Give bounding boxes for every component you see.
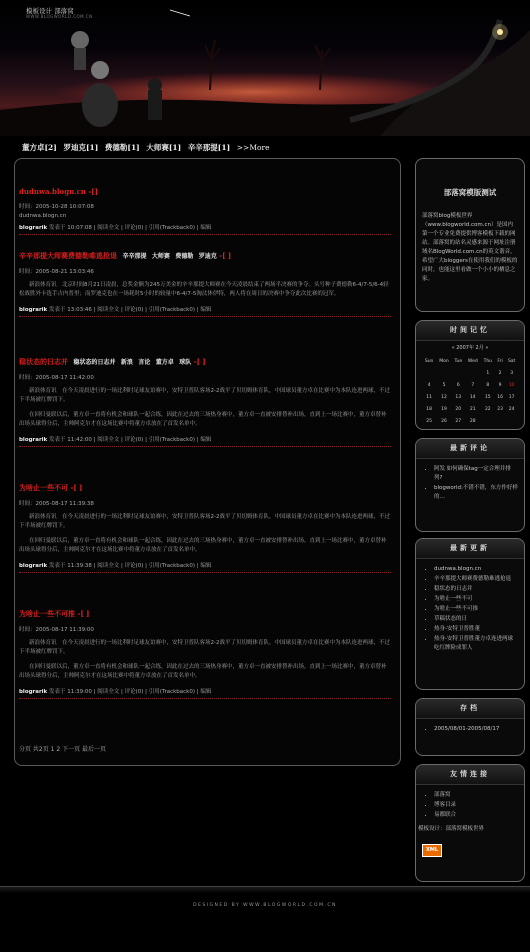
post-footer (19, 561, 391, 573)
calendar-day (452, 367, 465, 379)
post-body (19, 387, 391, 429)
calendar-day-today[interactable]: 10 (508, 382, 515, 388)
post-footer (19, 435, 391, 447)
post-bracket: -[ ] (77, 609, 90, 618)
post-item (19, 187, 391, 235)
calendar-day: 1 (486, 370, 490, 376)
post-bracket: -[ ] (193, 357, 206, 366)
friend-link[interactable]: • 部落窝 (434, 791, 518, 800)
post-title-link[interactable]: 稳状态的日志并 (19, 357, 68, 366)
post-paragraph: 在回归曼联以后，董方卓一直将有机会和球队一起合练，因此在过去的三场热身赛中，董方卓一直被安排替补出场，直到上一场比赛中，董方卓替补出场头球得分后，主帅阿克尔才在这场比赛中将董方卓放在了首发名单中。 (19, 412, 387, 427)
post-author[interactable]: blograrik (19, 307, 48, 313)
comments-title: 最新评论 (416, 439, 524, 459)
post-body (19, 281, 391, 299)
post-title (19, 609, 391, 619)
header-artwork (0, 0, 530, 136)
calendar-day: 12 (441, 394, 447, 400)
post-body (19, 639, 391, 681)
post-title-link[interactable]: 辛辛那提大师赛费德勒难逃抢退 (19, 251, 117, 260)
post-title (19, 483, 391, 493)
calendar-day: 13 (455, 394, 462, 400)
sidebar-updates-box (415, 538, 525, 690)
calendar-day (481, 415, 495, 427)
post-title (19, 357, 391, 367)
post-time: 时间：2005-08-17 11:42:00 (19, 375, 94, 381)
calendar-day (465, 367, 481, 379)
more-tags-link[interactable]: >>More (236, 143, 270, 152)
post-paragraph: dudnwa.blogn.cn (19, 213, 67, 219)
post-tag[interactable]: 罗迪克 (198, 253, 217, 260)
post-footer (19, 687, 391, 699)
sidebar-links-box (415, 764, 525, 882)
post-footer-links[interactable]: 发表于 13:03:46 | 阅读全文 | 评论(0) | 引用(Trackback0) | 编辑 (47, 307, 212, 313)
calendar-day: 25 (426, 418, 432, 424)
post-paragraph: 在回归曼联以后，董方卓一直将有机会和球队一起合练，因此在过去的三场热身赛中，董方卓一直被安排替补出场，直到上一场比赛中，董方卓替补出场头球得分后，主帅阿克尔才在这场比赛中将董方卓放在了首发名单中。 (19, 538, 387, 553)
calendar-day: 20 (455, 406, 462, 412)
sidebar-archive-box (415, 698, 525, 756)
update-item[interactable]: • 为啥止一些不可推 (434, 605, 518, 614)
post-time: 时间：2005-10-28 10:07:08 (19, 204, 94, 210)
post-footer-links[interactable]: 发表于 10:07:08 | 阅读全文 | 评论(0) | 引用(Trackback0) | 编辑 (47, 225, 212, 231)
post-author[interactable]: blograrik (19, 437, 48, 443)
post-item (19, 251, 391, 317)
sidebar-comments-box (415, 438, 525, 532)
post-paragraph: 新浪体育讯 在今天凌晨进行的一场比利时足球友谊赛中，安特卫普队客场2-2战平了贝切姆体育队，中国球员董方卓在比赛中为本队连进两球，不过下半场被红牌罚下。 (19, 640, 390, 655)
post-title-link[interactable]: dudnwa.blogn.cn (19, 187, 86, 196)
tag-link[interactable]: 罗迪克[1] (63, 143, 99, 152)
comment-item[interactable]: • 阿发 如何确保tag一定合理并排列? (434, 465, 518, 483)
calendar-day: 26 (441, 418, 447, 424)
post-author[interactable]: blograrik (19, 689, 48, 695)
post-body (19, 212, 391, 221)
post-tag[interactable]: 费德勒 (175, 253, 194, 260)
sidebar-calendar-box (415, 320, 525, 430)
post-footer-links[interactable]: 发表于 11:39:38 | 阅读全文 | 评论(0) | 引用(Trackback0) | 编辑 (47, 563, 212, 569)
updates-title: 最新更新 (416, 539, 524, 559)
post-title-link[interactable]: 为啥止一些不可推 (19, 609, 75, 618)
post-tag[interactable]: 言论 (138, 359, 151, 366)
site-url: WWW.BLOGWORLD.COM.CN (26, 14, 93, 19)
calendar-day: 2 (498, 370, 502, 376)
archive-title: 存档 (416, 699, 524, 719)
calendar-weekday: Fri (497, 358, 503, 364)
calendar-grid (422, 355, 518, 427)
calendar-weekday: Sun (424, 358, 434, 364)
calendar-title: 时间记忆 (416, 321, 524, 341)
calendar-day: 9 (498, 382, 502, 388)
update-item[interactable]: • 热身-安特卫普胜董方卓连进两球 吃红牌险成罪人 (434, 635, 518, 653)
calendar-day: 11 (426, 394, 432, 400)
calendar-day: 7 (471, 382, 475, 388)
calendar-day: 23 (497, 406, 503, 412)
calendar-weekday: Wed (467, 358, 478, 364)
post-title (19, 251, 391, 261)
main-content (14, 158, 401, 766)
calendar-day (422, 367, 436, 379)
calendar-day: 4 (427, 382, 431, 388)
calendar-day: 19 (441, 406, 447, 412)
post-bracket: -[ ] (70, 483, 83, 492)
tag-link[interactable]: 费德勒[1] (104, 143, 140, 152)
post-bracket: -[] (88, 187, 98, 196)
xml-feed-badge[interactable]: XML (422, 844, 442, 857)
post-footer (19, 305, 391, 317)
header-banner (0, 0, 530, 136)
calendar-day: 18 (426, 406, 432, 412)
tag-link[interactable]: 大师赛[1] (146, 143, 182, 152)
intro-title: 部落窝模版测试 (443, 188, 497, 197)
footer-credit: DESIGNED BY WWW.BLOGWORLD.COM.CN (193, 903, 337, 908)
post-author[interactable]: blograrik (19, 225, 48, 231)
update-item[interactable]: • 为啥止一些不可 (434, 595, 518, 604)
post-paragraph: 新浪体育讯 在今天凌晨进行的一场比利时足球友谊赛中，安特卫普队客场2-2战平了贝切姆体育队，中国球员董方卓在比赛中为本队连进两球，不过下半场被红牌罚下。 (19, 514, 390, 529)
update-item[interactable]: • dudnwa.blogn.cn (434, 565, 518, 574)
calendar-day: 5 (442, 382, 446, 388)
calendar-weekday: Thu (483, 358, 493, 364)
post-tag[interactable]: 董方卓 (155, 359, 174, 366)
post-bracket: -[ ] (219, 251, 232, 260)
post-tag[interactable]: 新浪 (120, 359, 133, 366)
comment-item[interactable]: • blogworld:不错不错，东方作好样的… (434, 484, 518, 502)
calendar-day: 3 (510, 370, 514, 376)
calendar-weekday: Tue (454, 358, 463, 364)
post-paragraph: 新浪体育讯 北京时间8月21日凌晨，总奖金额为245万美金的辛辛那提大师赛在今天凌晨结束了两场半决赛的争夺。头号种子费德勒6-4/7-5/6-4轻松战胜外卡选手吉内普里；而罗迪克也在一场耗时5小时的较量中6-4/7-5淘汰休伊特，两人将在周日的决赛中争夺此次比赛的冠军。 (19, 282, 389, 297)
calendar-day: 21 (469, 406, 476, 412)
calendar-day: 27 (455, 418, 462, 424)
calendar-day: 28 (469, 418, 476, 424)
update-item[interactable]: • 辛辛那提大师赛费德勒难逃抢退 (434, 575, 518, 584)
calendar-day (505, 415, 518, 427)
post-tag[interactable]: 稳状态的日志并 (73, 359, 116, 366)
friend-link[interactable]: • 博客目录 (434, 801, 518, 810)
friend-link[interactable]: • 易都联合 (434, 811, 518, 820)
calendar-day: 15 (484, 394, 491, 400)
post-paragraph: 新浪体育讯 在今天凌晨进行的一场比利时足球友谊赛中，安特卫普队客场2-2战平了贝切姆体育队，中国球员董方卓在比赛中为本队连进两球，不过下半场被红牌罚下。 (19, 388, 390, 403)
post-tag[interactable]: 球队 (179, 359, 192, 366)
calendar-day: 6 (456, 382, 460, 388)
calendar-day: 22 (484, 406, 491, 412)
update-item[interactable]: • 稳状态的日志并 (434, 585, 518, 594)
tag-link[interactable]: 董方卓[2] (22, 143, 57, 152)
calendar-day (495, 415, 505, 427)
post-time: 时间：2005-08-17 11:39:00 (19, 627, 94, 633)
post-footer (19, 223, 391, 235)
post-title (19, 187, 391, 196)
links-title: 友情连接 (416, 765, 524, 785)
update-item[interactable]: • 草稿状态的日 (434, 615, 518, 624)
post-paragraph: 在回归曼联以后，董方卓一直将有机会和球队一起合练，因此在过去的三场热身赛中，董方卓一直被安排替补出场，直到上一场比赛中，董方卓替补出场头球得分后，主帅阿克尔才在这场比赛中将董方卓放在了首发名单中。 (19, 664, 387, 679)
post-footer-links[interactable]: 发表于 11:42:00 | 阅读全文 | 评论(0) | 引用(Trackback0) | 编辑 (47, 437, 212, 443)
post-tag[interactable]: 大师赛 (151, 253, 170, 260)
calendar-day: 17 (508, 394, 515, 400)
archive-item[interactable]: • 2005/08/01-2005/08/17 (434, 725, 518, 734)
calendar-day (436, 367, 452, 379)
pagination[interactable]: 分页 共2页 1 2 下一页 最后一页 (19, 746, 106, 753)
update-item[interactable]: • 热身-安特卫普胜董 (434, 625, 518, 634)
sidebar-intro-box (415, 158, 525, 312)
calendar-weekday: Sat (507, 358, 516, 364)
tag-link[interactable]: 辛辛那提[1] (187, 143, 231, 152)
post-tag[interactable]: 辛辛那提 (122, 253, 147, 260)
page-footer (0, 886, 530, 952)
site-title[interactable]: 模板设计 部落窝 (26, 7, 74, 15)
template-credit[interactable]: 模板设计：部落窝模板世界 (418, 826, 485, 832)
post-item (19, 609, 391, 699)
post-title-link[interactable]: 为啥止一些不可 (19, 483, 68, 492)
tag-bar (22, 142, 274, 153)
intro-text: 部落窝blog模板世界（www.blogworld.com.cn）是国内第一个专业免费提供博客模板下载的网站。部落窝的站名灵感来源于网址注册域名BlogWorld.com.cn的英文谐音，希望广大bloggers在使用我们的模板的同时，也能这里看做一个小小的栖息之家。 (422, 213, 518, 282)
calendar-day: 24 (508, 406, 515, 412)
post-footer-links[interactable]: 发表于 11:39:00 | 阅读全文 | 评论(0) | 引用(Trackback0) | 编辑 (47, 689, 212, 695)
post-time: 时间：2005-08-17 11:39:38 (19, 501, 94, 507)
calendar-weekday: Mon (439, 358, 449, 364)
post-author[interactable]: blograrik (19, 563, 48, 569)
post-item (19, 357, 391, 447)
post-body (19, 513, 391, 555)
post-item (19, 483, 391, 573)
calendar-day: 14 (469, 394, 476, 400)
calendar-month-nav[interactable]: « 2007年 2月 » (451, 345, 489, 351)
calendar-day: 8 (486, 382, 490, 388)
calendar-day: 16 (497, 394, 503, 400)
post-time: 时间：2005-08-21 13:03:46 (19, 269, 94, 275)
